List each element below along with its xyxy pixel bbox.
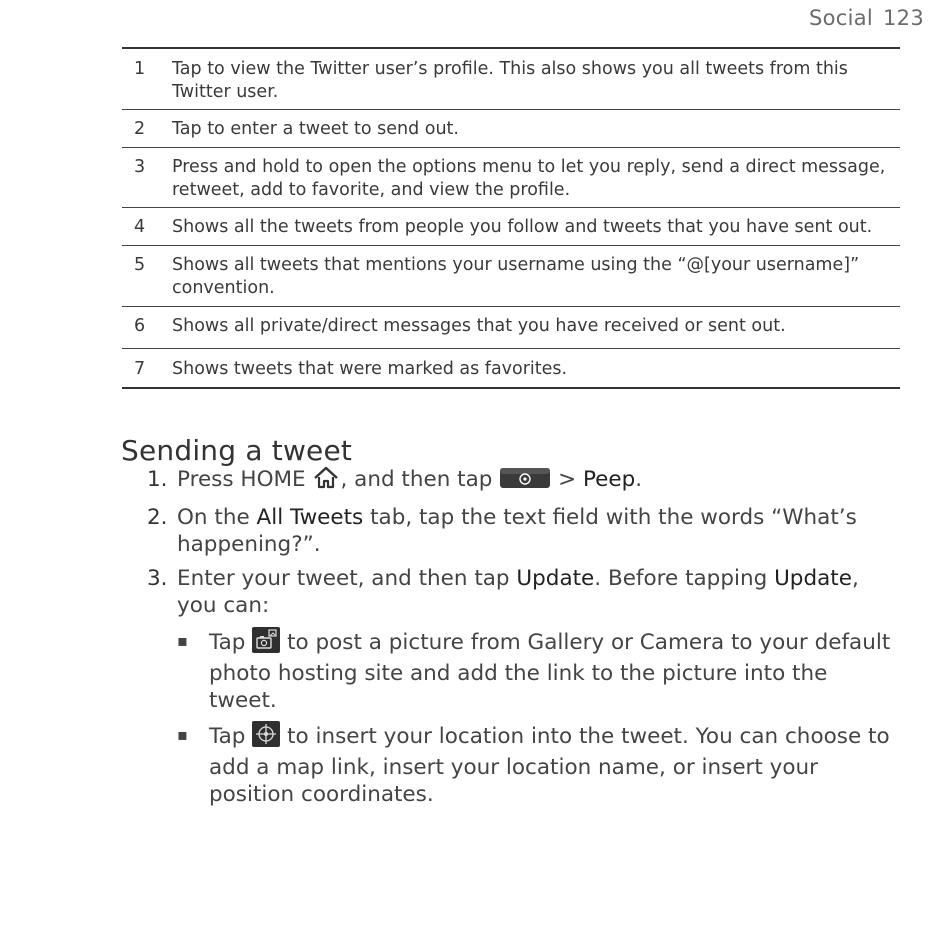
app-name: Peep: [582, 467, 636, 492]
bullet-item: ▪ Tap to post a picture from Gallery or Camera to your default photo hosting site and add the link to the picture into the tweet.: [177, 627, 892, 714]
page-number: 123: [883, 6, 924, 30]
step-2: [122, 504, 892, 558]
row-number: 2: [134, 119, 146, 139]
step-text: On the All Tweets tab, tap the text field with the words “What’s happening?”.: [177, 505, 857, 557]
row-number: 6: [134, 316, 146, 336]
step-3: [122, 565, 892, 815]
update-term: Update: [774, 566, 852, 591]
bullet-marker: ▪: [177, 725, 188, 744]
step-number: 1.: [147, 467, 168, 492]
table-row: [122, 246, 900, 307]
home-icon: [312, 466, 340, 497]
step-text: Enter your tweet, and then tap Update. Before tapping Update, you can: ▪ Tap to post a picture from Gallery or Camera to your default photo hosting site and add the link to the picture into the tweet. ▪ Tap to insert your location into the tweet. You can choose to add a map link, insert your location name, or insert your position coordinates.: [177, 566, 891, 807]
page-header: [809, 6, 924, 30]
reference-table: [122, 47, 900, 389]
section-name: Social: [808, 6, 874, 30]
table-row: [122, 148, 900, 208]
row-number: 4: [134, 217, 146, 237]
step-text: Press HOME , and then tap > Peep.: [177, 466, 892, 497]
table-row: [122, 110, 900, 148]
row-text: Tap to view the Twitter user’s profile. This also shows you all tweets from this Twitter user.: [172, 59, 848, 102]
steps-list: [122, 466, 892, 822]
picture-attach-icon: [252, 627, 280, 660]
row-text: Shows all tweets that mentions your username using the “@[your username]” convention.: [172, 255, 860, 298]
update-term: Update: [516, 566, 595, 591]
step-number: 2.: [147, 505, 168, 530]
row-number: 5: [134, 255, 146, 275]
row-number: 7: [134, 359, 146, 379]
step-1: [122, 466, 892, 497]
bullet-list: [177, 627, 892, 808]
row-number: 1: [134, 59, 146, 79]
table-row: [122, 307, 900, 349]
section-title: Sending a tweet: [121, 434, 353, 467]
row-text: Shows all the tweets from people you follow and tweets that you have sent out.: [172, 217, 873, 237]
tab-name: All Tweets: [256, 505, 364, 530]
location-icon: [252, 721, 280, 754]
row-number: 3: [134, 157, 146, 177]
table-row: [122, 49, 900, 110]
row-text: Shows tweets that were marked as favorites.: [172, 359, 568, 379]
row-text: Shows all private/direct messages that you have received or sent out.: [172, 316, 786, 336]
table-row: [122, 208, 900, 246]
step-number: 3.: [147, 566, 168, 591]
all-apps-button-icon: [499, 466, 551, 497]
bullet-item: ▪ Tap to insert your location into the tweet. You can choose to add a map link, insert your location name, or insert your position coordinates.: [177, 721, 892, 808]
row-text: Press and hold to open the options menu to let you reply, send a direct message, retweet, add to favorite, and view the profile.: [172, 157, 886, 200]
table-row: [122, 349, 900, 387]
row-text: Tap to enter a tweet to send out.: [172, 119, 459, 139]
bullet-marker: ▪: [177, 631, 188, 650]
